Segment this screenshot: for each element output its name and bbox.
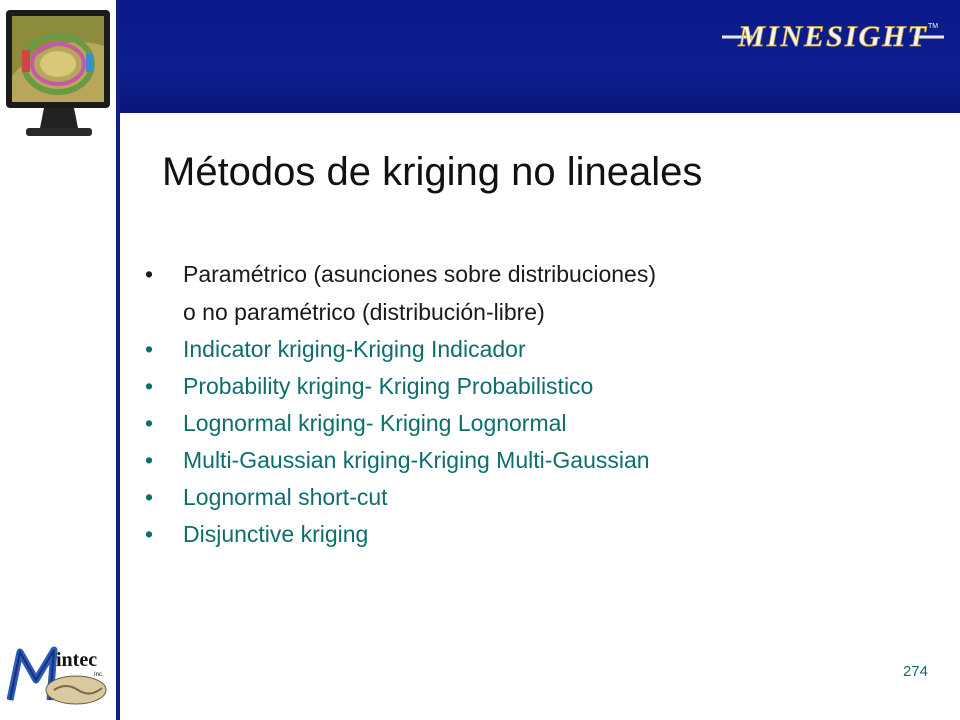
bullet-list [143,255,903,553]
slide-title: Métodos de kriging no lineales [162,150,703,194]
list-item: • Disjunctive kriging [143,516,903,553]
list-item: • Lognormal short-cut [143,479,903,516]
list-item: • Lognormal kriging- Kriging Lognormal [143,405,903,442]
mintec-logo [6,640,114,710]
page-number: 274 [902,663,928,680]
bullet-text-line2: o no paramétrico (distribución-libre) [183,299,545,325]
minesight-logo [722,10,944,60]
svg-text:MINESIGHT: MINESIGHT [738,20,928,53]
bullet-text-line1: Paramétrico (asunciones sobre distribuciones) [183,261,656,287]
svg-text:intec: intec [56,649,98,671]
computer-monitor-icon [4,6,114,146]
svg-text:Inc.: Inc. [94,672,104,678]
list-item: • Multi-Gaussian kriging-Kriging Multi-Gaussian [143,442,903,479]
list-item [143,255,903,331]
list-item: • Probability kriging- Kriging Probabilistico [143,368,903,405]
svg-text:TM: TM [928,23,939,30]
list-item: • Indicator kriging-Kriging Indicador [143,331,903,368]
